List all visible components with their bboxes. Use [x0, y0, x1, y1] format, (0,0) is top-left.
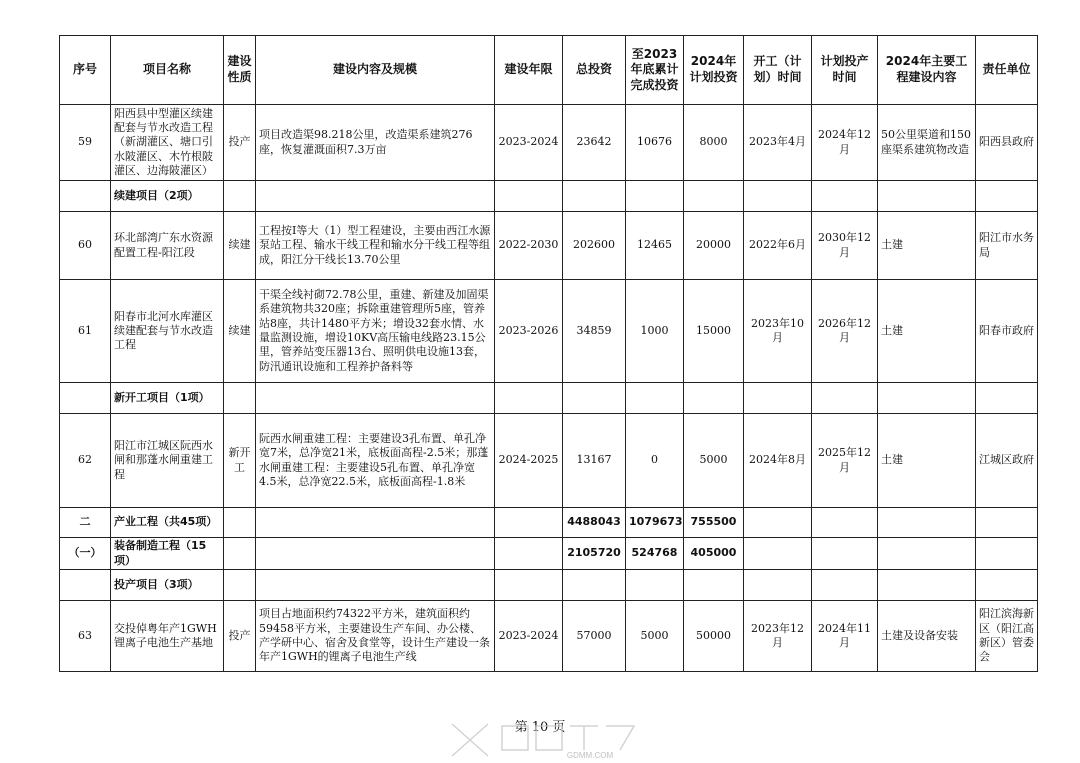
cell-nature: 投产 — [224, 601, 256, 672]
section-row — [60, 570, 1038, 601]
section-label: 续建项目（2项） — [111, 181, 224, 212]
header-cell: 计划投产时间 — [812, 36, 878, 105]
cell-cum: 12465 — [626, 212, 684, 280]
cell-plan: 5000 — [684, 414, 744, 508]
cell-nature: 投产 — [224, 105, 256, 181]
cell-total: 57000 — [563, 601, 626, 672]
cell-prod: 2025年12月 — [812, 414, 878, 508]
cell-plan: 20000 — [684, 212, 744, 280]
section-label: 新开工项目（1项） — [111, 383, 224, 414]
header-cell: 建设年限 — [495, 36, 563, 105]
cell-total: 13167 — [563, 414, 626, 508]
cell-no: 63 — [60, 601, 111, 672]
summary-row — [60, 538, 1038, 570]
header-cell: 至2023年底累计完成投资 — [626, 36, 684, 105]
watermark-text: GDMM.COM — [566, 751, 614, 760]
cell-start: 2023年4月 — [744, 105, 812, 181]
table-row — [60, 280, 1038, 383]
cell-name: 装备制造工程（15项） — [111, 538, 224, 570]
cell-unit: 江城区政府 — [976, 414, 1038, 508]
header-cell: 2024年计划投资 — [684, 36, 744, 105]
cell-main: 50公里渠道和150座渠系建筑物改造 — [878, 105, 976, 181]
cell-no: （一） — [60, 538, 111, 570]
table-row — [60, 212, 1038, 280]
cell-plan: 15000 — [684, 280, 744, 383]
cell-years: 2023-2026 — [495, 280, 563, 383]
cell-plan: 50000 — [684, 601, 744, 672]
cell-name: 环北部湾广东水资源配置工程-阳江段 — [111, 212, 224, 280]
cell-no: 二 — [60, 508, 111, 538]
cell-prod: 2024年12月 — [812, 105, 878, 181]
cell-unit: 阳江滨海新区（阳江高新区）管委会 — [976, 601, 1038, 672]
cell-name: 交投倬粤年产1GWH锂离子电池生产基地 — [111, 601, 224, 672]
cell-main: 土建 — [878, 280, 976, 383]
cell-prod: 2026年12月 — [812, 280, 878, 383]
project-table — [59, 35, 1038, 672]
table-row — [60, 601, 1038, 672]
cell-start: 2022年6月 — [744, 212, 812, 280]
cell-start: 2024年8月 — [744, 414, 812, 508]
cell-unit: 阳江市水务局 — [976, 212, 1038, 280]
cell-total: 2105720 — [563, 538, 626, 570]
cell-no: 60 — [60, 212, 111, 280]
table-row — [60, 105, 1038, 181]
header-cell: 总投资 — [563, 36, 626, 105]
cell-years: 2024-2025 — [495, 414, 563, 508]
cell-total: 4488043 — [563, 508, 626, 538]
header-cell: 建设内容及规模 — [256, 36, 495, 105]
cell-total: 34859 — [563, 280, 626, 383]
cell-name: 阳春市北河水库灌区续建配套与节水改造工程 — [111, 280, 224, 383]
table-row — [60, 414, 1038, 508]
section-row — [60, 383, 1038, 414]
cell-cum: 10676 — [626, 105, 684, 181]
cell-plan: 8000 — [684, 105, 744, 181]
cell-years: 2023-2024 — [495, 601, 563, 672]
cell-content: 阮西水闸重建工程：主要建设3孔布置、单孔净宽7米，总净宽21米，底板面高程-2.5米；那蓬水闸重建工程：主要建设5孔布置、单孔净宽4.5米，总净宽22.5米，底板面高程-1.8米 — [256, 414, 495, 508]
cell-name: 产业工程（共45项） — [111, 508, 224, 538]
cell-total: 23642 — [563, 105, 626, 181]
cell-main: 土建 — [878, 212, 976, 280]
header-cell: 建设性质 — [224, 36, 256, 105]
cell-prod: 2030年12月 — [812, 212, 878, 280]
cell-content: 项目改造渠98.218公里，改造渠系建筑276座，恢复灌溉面积7.3万亩 — [256, 105, 495, 181]
cell-cum: 5000 — [626, 601, 684, 672]
header-cell: 2024年主要工程建设内容 — [878, 36, 976, 105]
cell-content: 工程按Ⅰ等大（1）型工程建设，主要由西江水源泵站工程、输水干线工程和输水分干线工程等组成，阳江分干线长13.70公里 — [256, 212, 495, 280]
table-header-row — [60, 36, 1038, 105]
cell-no: 62 — [60, 414, 111, 508]
cell-start: 2023年10月 — [744, 280, 812, 383]
cell-name: 阳西县中型灌区续建配套与节水改造工程（新湖灌区、塘口引水陂灌区、木竹根陂灌区、边海陂灌区） — [111, 105, 224, 181]
cell-prod: 2024年11月 — [812, 601, 878, 672]
header-cell: 开工（计划）时间 — [744, 36, 812, 105]
cell-nature: 新开工 — [224, 414, 256, 508]
cell-plan: 755500 — [684, 508, 744, 538]
cell-no: 61 — [60, 280, 111, 383]
cell-nature: 续建 — [224, 280, 256, 383]
cell-unit: 阳西县政府 — [976, 105, 1038, 181]
cell-nature: 续建 — [224, 212, 256, 280]
cell-cum: 524768 — [626, 538, 684, 570]
cell-years: 2022-2030 — [495, 212, 563, 280]
cell-start: 2023年12月 — [744, 601, 812, 672]
cell-total: 202600 — [563, 212, 626, 280]
section-label: 投产项目（3项） — [111, 570, 224, 601]
cell-cum: 1000 — [626, 280, 684, 383]
cell-content: 干渠全线衬砌72.78公里，重建、新建及加固渠系建筑物共320座；拆除重建管理所5座，管养站8座，共计1480平方米；增设32套水情、水量监测设施，增设10KV高压输电线路23.15公里，管养站变压器13台、照明供电设施13套，防汛通讯设施和工程养护备料等 — [256, 280, 495, 383]
summary-row — [60, 508, 1038, 538]
header-cell: 责任单位 — [976, 36, 1038, 105]
cell-unit: 阳春市政府 — [976, 280, 1038, 383]
section-row — [60, 181, 1038, 212]
page-number: 第 10 页 — [514, 720, 566, 735]
cell-plan: 405000 — [684, 538, 744, 570]
cell-main: 土建 — [878, 414, 976, 508]
cell-no: 59 — [60, 105, 111, 181]
cell-name: 阳江市江城区阮西水闸和那蓬水闸重建工程 — [111, 414, 224, 508]
cell-years: 2023-2024 — [495, 105, 563, 181]
cell-cum: 1079673 — [626, 508, 684, 538]
cell-content: 项目占地面积约74322平方米，建筑面积约59458平方米，主要建设生产车间、办公楼、产学研中心、宿舍及食堂等，设计生产建设一条年产1GWH的锂离子电池生产线 — [256, 601, 495, 672]
cell-main: 土建及设备安装 — [878, 601, 976, 672]
header-cell: 项目名称 — [111, 36, 224, 105]
header-cell: 序号 — [60, 36, 111, 105]
cell-cum: 0 — [626, 414, 684, 508]
